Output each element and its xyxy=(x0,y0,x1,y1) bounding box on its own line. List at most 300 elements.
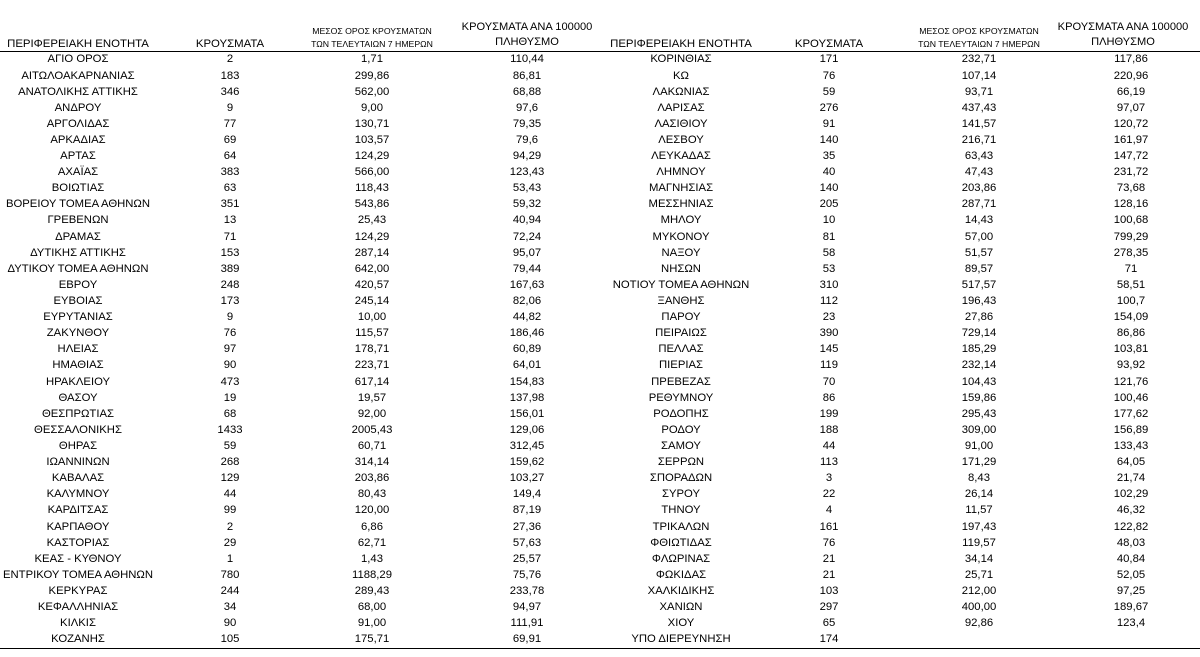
region-name: ΝΟΤΙΟΥ ΤΟΜΕΑ ΑΘΗΝΩΝ xyxy=(612,278,750,291)
region-name: ΧΙΟΥ xyxy=(667,617,695,630)
table-row xyxy=(0,632,600,648)
avg7-header-line2: ΤΩΝ ΤΕΛΕΥΤΑΙΩΝ 7 ΗΜΕΡΩΝ xyxy=(918,39,1040,49)
table-row xyxy=(600,149,1200,165)
table-row xyxy=(0,310,600,326)
region-name: ΛΕΣΒΟΥ xyxy=(658,133,704,146)
cases-column-header xyxy=(789,0,869,51)
cases-value: 90 xyxy=(223,359,237,372)
table-row xyxy=(600,197,1200,213)
cases-column-header xyxy=(190,0,270,51)
region-name: ΧΑΛΚΙΔΙΚΗΣ xyxy=(647,584,715,597)
avg7-value: 119,57 xyxy=(962,536,996,549)
per100k-value: 59,32 xyxy=(512,198,542,211)
table-row xyxy=(0,52,600,68)
per100k-value: 100,46 xyxy=(1113,391,1149,404)
per100k-value: 87,19 xyxy=(512,504,542,517)
cases-value: 22 xyxy=(822,488,836,501)
per100k-value: 97,25 xyxy=(1116,584,1146,597)
region-header-label: ΠΕΡΙΦΕΡΕΙΑΚΗ ΕΝΟΤΗΤΑ xyxy=(7,38,149,50)
per100k-value: 68,88 xyxy=(512,85,542,98)
per100k-value: 147,72 xyxy=(1113,150,1149,163)
region-name: ΝΑΞΟΥ xyxy=(661,246,701,259)
avg7-value: 47,43 xyxy=(964,166,994,179)
table-row xyxy=(600,245,1200,261)
avg7-value: 130,71 xyxy=(354,117,390,130)
avg7-value: 309,00 xyxy=(961,423,997,436)
region-name: ΑΡΤΑΣ xyxy=(60,150,96,163)
region-name: ΚΕΡΚΥΡΑΣ xyxy=(48,584,108,597)
cases-value: 76 xyxy=(822,536,836,549)
table-row xyxy=(600,229,1200,245)
per100k-value: 128,16 xyxy=(1113,198,1149,211)
table-row xyxy=(0,374,600,390)
cases-value: 113 xyxy=(819,456,838,469)
per100k-value: 133,43 xyxy=(1113,439,1149,452)
per100k-value: 58,51 xyxy=(1116,278,1146,291)
avg7-value: 141,57 xyxy=(961,117,997,130)
cases-value: 81 xyxy=(822,230,836,243)
cases-value: 53 xyxy=(822,262,836,275)
cases-value: 780 xyxy=(220,568,240,581)
cases-value: 4 xyxy=(825,504,833,517)
table-row xyxy=(600,632,1200,648)
avg7-value: 14,43 xyxy=(964,214,994,227)
region-name: ΣΥΡΟΥ xyxy=(661,488,700,501)
per100k-header-line2: ΠΛΗΘΥΣΜΟ xyxy=(495,36,559,48)
cases-value: 9 xyxy=(226,101,234,114)
avg7-value: 178,71 xyxy=(354,343,390,356)
table-row xyxy=(0,294,600,310)
region-name: ΤΡΙΚΑΛΩΝ xyxy=(652,520,710,533)
region-name: ΓΡΕΒΕΝΩΝ xyxy=(47,214,109,227)
region-name: ΚΕΦΑΛΛΗΝΙΑΣ xyxy=(37,601,119,614)
cases-value: 188 xyxy=(819,423,839,436)
per100k-value: 189,67 xyxy=(1113,601,1149,614)
cases-value: 29 xyxy=(223,536,237,549)
per100k-header-line1: ΚΡΟΥΣΜΑΤΑ ΑΝΑ 100000 xyxy=(1057,21,1189,33)
cases-value: 76 xyxy=(822,69,836,82)
per100k-value: 97,6 xyxy=(516,101,538,114)
region-header-label: ΠΕΡΙΦΕΡΕΙΑΚΗ ΕΝΟΤΗΤΑ xyxy=(610,38,752,50)
cases-value: 19 xyxy=(223,391,237,404)
per100k-value: 95,07 xyxy=(512,246,542,259)
avg7-value: 1,43 xyxy=(361,552,383,565)
region-name: ΝΗΣΩΝ xyxy=(661,262,701,275)
per100k-value: 71 xyxy=(1124,262,1138,275)
per100k-value: 79,44 xyxy=(512,262,542,275)
avg7-value: 9,00 xyxy=(361,101,383,114)
per100k-value: 111,91 xyxy=(510,617,544,630)
avg7-value: 185,29 xyxy=(961,343,997,356)
table-row xyxy=(600,551,1200,567)
cases-value: 71 xyxy=(223,230,237,243)
per100k-value: 48,03 xyxy=(1116,536,1146,549)
avg7-value: 10,00 xyxy=(357,311,387,324)
avg7-value: 124,29 xyxy=(354,150,390,163)
cases-value: 9 xyxy=(226,311,234,324)
per100k-column-header xyxy=(1053,0,1193,51)
avg7-value: 26,14 xyxy=(964,488,994,501)
table-row xyxy=(600,374,1200,390)
table-row xyxy=(0,567,600,583)
table-row xyxy=(600,133,1200,149)
table-row xyxy=(0,584,600,600)
region-name: ΒΟΡΕΙΟΥ ΤΟΜΕΑ ΑΘΗΝΩΝ xyxy=(5,198,151,211)
avg7-value: 295,43 xyxy=(961,407,997,420)
cases-value: 183 xyxy=(220,69,240,82)
table-row xyxy=(600,503,1200,519)
table-row xyxy=(0,616,600,632)
cases-value: 173 xyxy=(220,295,240,308)
avg7-value: 617,14 xyxy=(354,375,390,388)
table-row xyxy=(0,600,600,616)
per100k-value: 52,05 xyxy=(1116,568,1146,581)
per100k-value: 60,89 xyxy=(512,343,542,356)
region-name: ΦΛΩΡΙΝΑΣ xyxy=(651,552,711,565)
table-row xyxy=(0,197,600,213)
cases-value: 35 xyxy=(822,150,836,163)
table-row xyxy=(0,84,600,100)
per100k-value: 69,91 xyxy=(512,633,542,646)
region-name: ΣΠΟΡΑΔΩΝ xyxy=(649,472,713,485)
cases-value: 44 xyxy=(822,439,836,452)
region-name: ΛΑΚΩΝΙΑΣ xyxy=(652,85,710,98)
avg7-value: 91,00 xyxy=(964,439,994,452)
region-name: ΑΓΙΟ ΟΡΟΣ xyxy=(47,53,109,66)
cases-value: 3 xyxy=(825,472,833,485)
cases-value: 105 xyxy=(220,633,240,646)
avg7-value: 203,86 xyxy=(354,472,390,485)
cases-value: 276 xyxy=(819,101,839,114)
per100k-value: 27,36 xyxy=(512,520,542,533)
avg7-value: 437,43 xyxy=(961,101,997,114)
region-name: ΜΕΣΣΗΝΙΑΣ xyxy=(648,198,714,211)
region-name: ΙΩΑΝΝΙΝΩΝ xyxy=(46,456,110,469)
per100k-value: 94,97 xyxy=(512,601,542,614)
cases-value: 244 xyxy=(220,584,240,597)
cases-value: 310 xyxy=(819,278,839,291)
region-name: ΑΝΑΤΟΛΙΚΗΣ ΑΤΤΙΚΗΣ xyxy=(18,85,138,98)
region-name: ΕΝΤΡΙΚΟΥ ΤΟΜΕΑ ΑΘΗΝΩΝ xyxy=(2,568,153,581)
table-row xyxy=(0,68,600,84)
per100k-value: 220,96 xyxy=(1113,69,1149,82)
cases-value: 86 xyxy=(822,391,836,404)
avg7-value: 232,14 xyxy=(961,359,997,372)
avg7-value: 80,43 xyxy=(357,488,387,501)
cases-value: 58 xyxy=(822,246,836,259)
table-row xyxy=(600,165,1200,181)
region-name: ΜΥΚΟΝΟΥ xyxy=(652,230,710,243)
per100k-value: 102,29 xyxy=(1113,488,1149,501)
per100k-value: 799,29 xyxy=(1113,230,1149,243)
avg7-value: 19,57 xyxy=(357,391,387,404)
region-name: ΠΕΛΛΑΣ xyxy=(658,343,704,356)
cases-value: 140 xyxy=(819,133,839,146)
per100k-value: 66,19 xyxy=(1116,85,1146,98)
region-name: ΚΑΣΤΟΡΙΑΣ xyxy=(46,536,110,549)
cases-value: 140 xyxy=(819,182,839,195)
region-name: ΣΑΜΟΥ xyxy=(661,439,701,452)
avg7-value: 1188,29 xyxy=(352,568,392,581)
region-name: ΛΑΣΙΘΙΟΥ xyxy=(654,117,708,130)
region-name: ΑΡΚΑΔΙΑΣ xyxy=(50,133,106,146)
region-name: ΖΑΚΥΝΘΟΥ xyxy=(46,327,110,340)
per100k-value: 120,72 xyxy=(1113,117,1149,130)
per100k-value: 93,92 xyxy=(1116,359,1146,372)
per100k-value: 57,63 xyxy=(512,536,542,549)
per100k-value: 161,97 xyxy=(1113,133,1149,146)
avg7-value: 92,00 xyxy=(357,407,387,420)
avg7-value: 196,43 xyxy=(961,295,997,308)
avg7-value: 159,86 xyxy=(961,391,997,404)
cases-value: 59 xyxy=(822,85,836,98)
cases-value: 1433 xyxy=(217,423,243,436)
cases-value: 161 xyxy=(819,520,839,533)
region-name: ΥΠΟ ΔΙΕΡΕΥΝΗΣΗ xyxy=(631,633,731,646)
avg7-value: 115,57 xyxy=(355,327,389,340)
cases-value: 248 xyxy=(220,278,240,291)
avg7-value: 91,00 xyxy=(357,617,387,630)
per100k-header-line1: ΚΡΟΥΣΜΑΤΑ ΑΝΑ 100000 xyxy=(461,21,593,33)
table-row xyxy=(600,213,1200,229)
avg7-value: 1,71 xyxy=(361,53,383,66)
per100k-header-line2: ΠΛΗΘΥΣΜΟ xyxy=(1091,36,1155,48)
per100k-value: 73,68 xyxy=(1116,182,1146,195)
avg7-value: 89,57 xyxy=(964,262,994,275)
cases-value: 59 xyxy=(223,439,237,452)
region-name: ΚΑΛΥΜΝΟΥ xyxy=(46,488,110,501)
cases-value: 23 xyxy=(822,311,836,324)
per100k-value: 123,4 xyxy=(1116,617,1146,630)
avg7-value: 27,86 xyxy=(964,311,994,324)
cases-value: 77 xyxy=(223,117,237,130)
avg7-value: 63,43 xyxy=(964,150,994,163)
avg7-value: 420,57 xyxy=(354,278,390,291)
table-row xyxy=(0,100,600,116)
avg7-value: 11,57 xyxy=(965,504,993,517)
table-row xyxy=(600,326,1200,342)
table-row xyxy=(600,100,1200,116)
region-name: ΡΟΔΟΠΗΣ xyxy=(653,407,709,420)
cases-value: 69 xyxy=(223,133,237,146)
avg7-value: 93,71 xyxy=(964,85,994,98)
per100k-value: 94,29 xyxy=(512,150,542,163)
cases-value: 91 xyxy=(822,117,836,130)
table-row xyxy=(0,326,600,342)
per100k-value: 149,4 xyxy=(512,488,542,501)
table-row xyxy=(600,278,1200,294)
region-name: ΚΑΒΑΛΑΣ xyxy=(51,472,105,485)
cases-value: 34 xyxy=(223,601,237,614)
avg7-value: 120,00 xyxy=(354,504,390,517)
avg7-value: 212,00 xyxy=(961,584,997,597)
table-row xyxy=(0,503,600,519)
cases-value: 171 xyxy=(819,53,839,66)
left-table-body xyxy=(0,52,600,648)
cases-value: 297 xyxy=(819,601,839,614)
avg7-value: 34,14 xyxy=(964,552,994,565)
table-row xyxy=(600,487,1200,503)
region-name: ΒΟΙΩΤΙΑΣ xyxy=(51,182,105,195)
table-row xyxy=(600,342,1200,358)
cases-value: 64 xyxy=(223,150,237,163)
avg7-value: 25,71 xyxy=(964,568,994,581)
table-row xyxy=(0,133,600,149)
table-row xyxy=(0,358,600,374)
region-name: ΚΩ xyxy=(673,69,689,82)
per100k-value: 129,06 xyxy=(509,423,545,436)
per100k-value: 79,35 xyxy=(512,117,542,130)
table-row xyxy=(600,455,1200,471)
avg7-value: 245,14 xyxy=(354,295,390,308)
table-row xyxy=(600,116,1200,132)
table-row xyxy=(0,535,600,551)
cases-value: 199 xyxy=(819,407,839,420)
cases-header-label: ΚΡΟΥΣΜΑΤΑ xyxy=(195,38,265,50)
cases-value: 21 xyxy=(822,568,836,581)
table-row xyxy=(0,455,600,471)
per100k-value: 79,6 xyxy=(516,133,538,146)
avg7-value: 6,86 xyxy=(361,520,383,533)
region-name: ΔΥΤΙΚΗΣ ΑΤΤΙΚΗΣ xyxy=(30,246,126,259)
per100k-value: 72,24 xyxy=(512,230,542,243)
per100k-value: 53,43 xyxy=(512,182,542,195)
avg7-column-header xyxy=(302,0,442,51)
region-name: ΘΑΣΟΥ xyxy=(58,391,98,404)
cases-value: 390 xyxy=(819,327,839,340)
table-row xyxy=(600,616,1200,632)
region-column-header xyxy=(0,0,156,51)
table-row xyxy=(600,567,1200,583)
cases-value: 97 xyxy=(223,343,237,356)
region-name: ΡΕΘΥΜΝΟΥ xyxy=(648,391,714,404)
cases-value: 65 xyxy=(822,617,836,630)
avg7-value: 197,43 xyxy=(961,520,997,533)
per100k-value: 156,01 xyxy=(509,407,545,420)
table-row xyxy=(600,584,1200,600)
table-row xyxy=(0,229,600,245)
avg7-value: 287,71 xyxy=(961,198,997,211)
header-rule xyxy=(0,51,1200,52)
avg7-value: 562,00 xyxy=(354,85,390,98)
cases-value: 90 xyxy=(223,617,237,630)
avg7-value: 92,86 xyxy=(964,617,994,630)
per100k-value: 64,01 xyxy=(512,359,542,372)
per100k-value: 186,46 xyxy=(509,327,545,340)
cases-value: 145 xyxy=(819,343,839,356)
region-name: ΕΒΡΟΥ xyxy=(58,278,98,291)
per100k-value: 75,76 xyxy=(512,568,542,581)
per100k-value: 103,27 xyxy=(509,472,545,485)
avg7-value: 729,14 xyxy=(961,327,997,340)
per100k-value: 40,84 xyxy=(1116,552,1146,565)
table-row xyxy=(0,342,600,358)
cases-value: 10 xyxy=(822,214,836,227)
right-table-body xyxy=(600,52,1200,648)
per100k-value: 233,78 xyxy=(509,584,545,597)
avg7-value: 118,43 xyxy=(355,182,389,195)
avg7-value: 60,71 xyxy=(357,439,387,452)
table-row xyxy=(0,245,600,261)
region-name: ΡΟΔΟΥ xyxy=(661,423,701,436)
region-name: ΑΙΤΩΛΟΑΚΑΡΝΑΝΙΑΣ xyxy=(21,69,135,82)
avg7-value: 175,71 xyxy=(354,633,390,646)
region-name: ΘΗΡΑΣ xyxy=(58,439,98,452)
avg7-value: 287,14 xyxy=(354,246,390,259)
table-row xyxy=(600,422,1200,438)
region-name: ΜΑΓΝΗΣΙΑΣ xyxy=(648,182,714,195)
cases-value: 473 xyxy=(220,375,240,388)
cases-value: 2 xyxy=(226,53,234,66)
avg7-value: 289,43 xyxy=(354,584,390,597)
per100k-value: 231,72 xyxy=(1113,166,1149,179)
avg7-value: 642,00 xyxy=(354,262,390,275)
region-name: ΚΑΡΔΙΤΣΑΣ xyxy=(47,504,109,517)
region-name: ΦΩΚΙΔΑΣ xyxy=(655,568,707,581)
cases-header-label: ΚΡΟΥΣΜΑΤΑ xyxy=(794,38,864,50)
region-name: ΚΟΡΙΝΘΙΑΣ xyxy=(650,53,712,66)
region-name: ΘΕΣΣΑΛΟΝΙΚΗΣ xyxy=(34,423,122,436)
table-row xyxy=(600,358,1200,374)
avg7-value: 124,29 xyxy=(354,230,390,243)
per100k-value: 86,86 xyxy=(1116,327,1146,340)
cases-value: 119 xyxy=(819,359,838,372)
per100k-value: 154,83 xyxy=(509,375,545,388)
table-row xyxy=(600,261,1200,277)
table-row xyxy=(0,439,600,455)
table-row xyxy=(0,519,600,535)
table-row xyxy=(600,294,1200,310)
cases-value: 70 xyxy=(822,375,836,388)
table-row xyxy=(0,261,600,277)
per100k-value: 46,32 xyxy=(1116,504,1146,517)
table-row xyxy=(0,422,600,438)
per100k-value: 64,05 xyxy=(1116,456,1146,469)
region-name: ΞΑΝΘΗΣ xyxy=(657,295,705,308)
cases-value: 76 xyxy=(223,327,237,340)
region-name: ΚΙΛΚΙΣ xyxy=(60,617,96,630)
avg7-value: 299,86 xyxy=(354,69,390,82)
region-name: ΛΗΜΝΟΥ xyxy=(656,166,706,179)
per100k-value: 121,76 xyxy=(1113,375,1149,388)
cases-value: 174 xyxy=(819,633,839,646)
avg7-value: 51,57 xyxy=(964,246,994,259)
cases-value: 351 xyxy=(220,198,240,211)
per100k-value: 97,07 xyxy=(1116,101,1146,114)
region-name: ΠΙΕΡΙΑΣ xyxy=(658,359,704,372)
per100k-value: 110,44 xyxy=(510,53,544,66)
per100k-value: 122,82 xyxy=(1113,520,1149,533)
region-name: ΠΑΡΟΥ xyxy=(661,311,701,324)
per100k-value: 137,98 xyxy=(509,391,545,404)
cases-value: 383 xyxy=(220,166,240,179)
avg7-value: 62,71 xyxy=(357,536,387,549)
region-name: ΗΛΕΙΑΣ xyxy=(57,343,99,356)
avg7-value: 57,00 xyxy=(964,230,994,243)
region-name: ΠΡΕΒΕΖΑΣ xyxy=(651,375,711,388)
per100k-value: 312,45 xyxy=(509,439,545,452)
table-row xyxy=(0,390,600,406)
table-row xyxy=(600,519,1200,535)
avg7-value: 314,14 xyxy=(354,456,390,469)
per100k-column-header xyxy=(457,0,597,51)
per100k-value: 167,63 xyxy=(509,278,545,291)
right-table xyxy=(600,0,1200,657)
table-row xyxy=(600,439,1200,455)
region-name: ΧΑΝΙΩΝ xyxy=(659,601,703,614)
region-name: ΕΥΒΟΙΑΣ xyxy=(53,295,103,308)
cases-value: 389 xyxy=(220,262,240,275)
